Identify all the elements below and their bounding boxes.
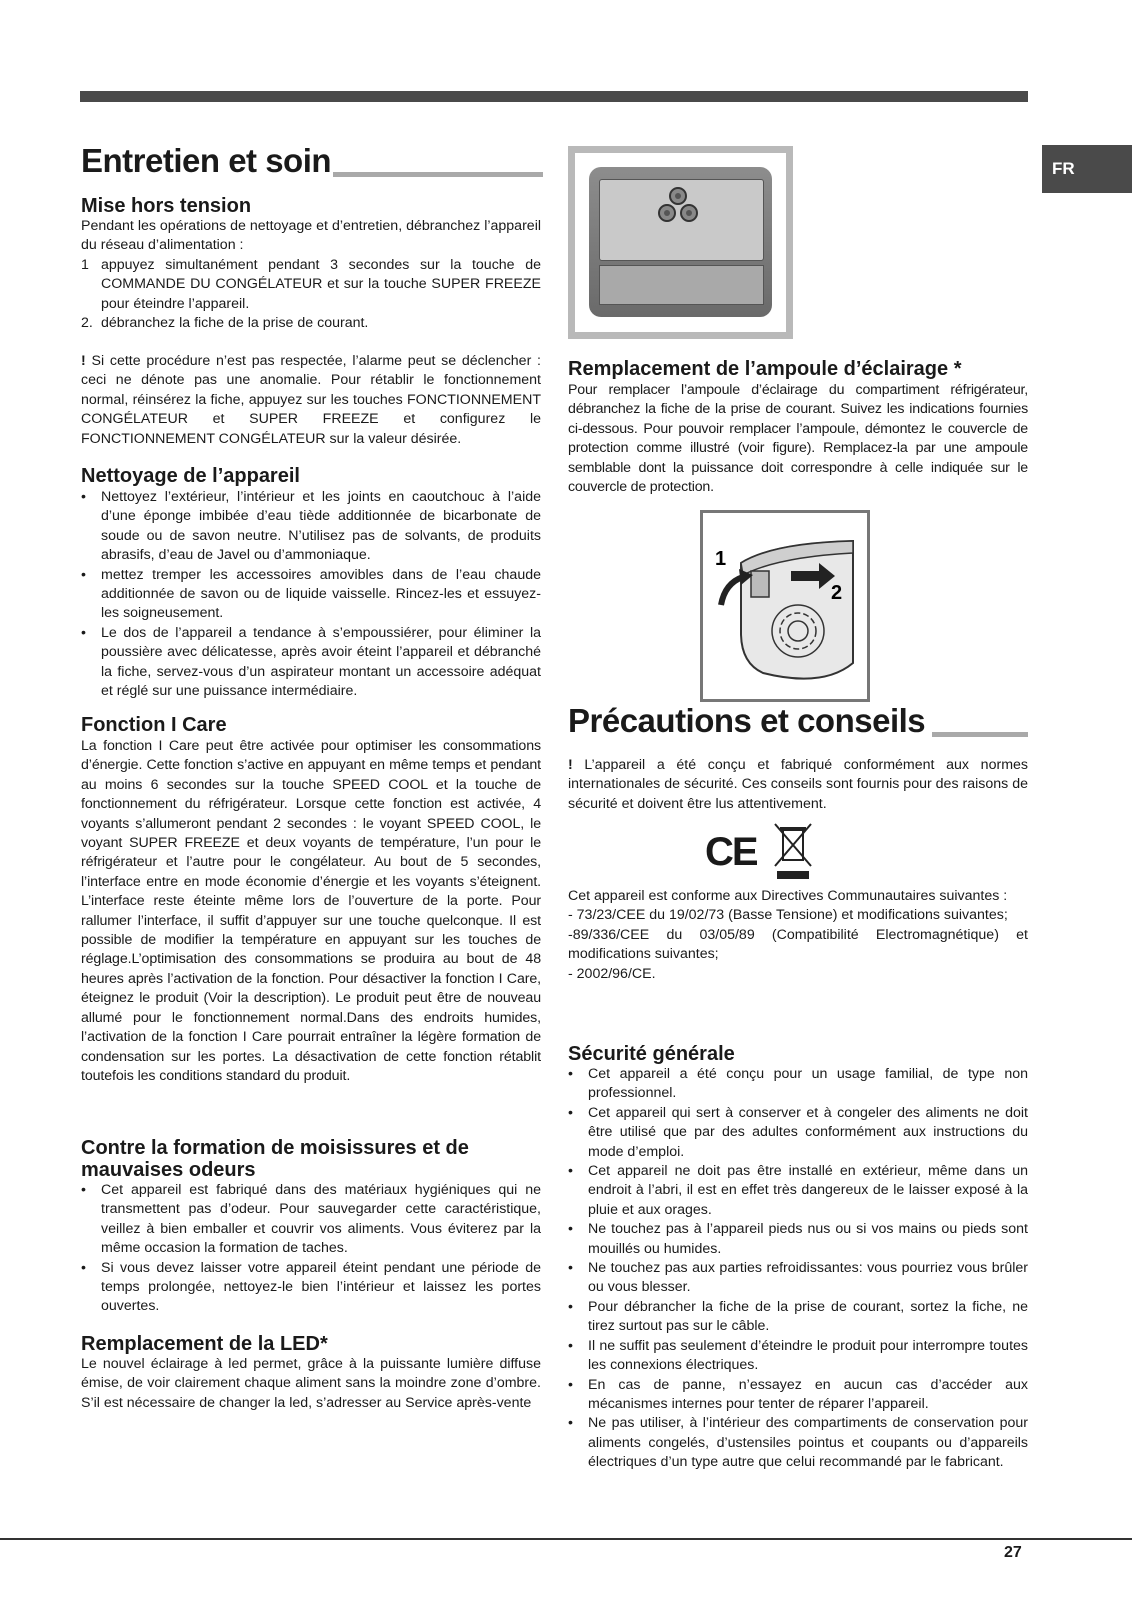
arrow-1-icon	[721, 577, 743, 605]
control-panel-body	[589, 167, 772, 317]
section-title-maintenance: Entretien et soin	[81, 142, 332, 179]
warning-text: Si cette procédure n’est pas respectée, l’alarme peut se déclencher : ceci ne dénote pas une anomalie. Pour rétablir le fonctionnement normal, réinsérez la fiche, appuyez sur les touches FONCTIONNEMENT CONGÉLATEUR et SUPER FREEZE et configurez le FONCTIONNEMENT CONGÉLATEUR sur la valeur désirée.	[81, 353, 541, 447]
directive-line: - 2002/96/CE.	[568, 965, 656, 982]
compliance-marks	[705, 822, 815, 880]
title-underline	[333, 172, 543, 177]
step-1-label: 1	[715, 548, 727, 570]
footer-rule	[0, 1538, 1132, 1540]
lamp-cover-drawing	[703, 513, 867, 699]
list-item: • En cas de panne, n’essayez en aucun cas d’accéder aux mécanismes internes pour tenter de réparer l’appareil.	[568, 1376, 1028, 1415]
intro-text: L’appareil a été conçu et fabriqué conformément aux normes internationales de sécurité. Ces conseils sont fournis pour des raisons de sécurité et doivent être lus attentivement.	[568, 757, 1028, 812]
step-2-label: 2	[831, 582, 843, 604]
directives-block	[568, 887, 1028, 984]
list-item: • Cet appareil qui sert à conserver et à congeler des aliments ne doit être utilisé que par des adultes conformément aux instructions du mode d’emploi.	[568, 1104, 1028, 1162]
lamp-cover-illustration	[700, 510, 870, 702]
ce-mark-icon: CE	[705, 830, 757, 874]
panel-button-icon	[669, 187, 687, 205]
heading-safety: Sécurité générale	[568, 1043, 735, 1065]
power-off-steps	[81, 256, 541, 334]
step-number: 1	[81, 257, 89, 273]
heading-power-off: Mise hors tension	[81, 195, 252, 217]
header-rule	[80, 91, 1028, 102]
directive-line: Cet appareil est conforme aux Directives Communautaires suivantes :	[568, 888, 1008, 904]
cover-tab	[751, 571, 769, 597]
list-item: • Ne touchez pas à l’appareil pieds nus ou si vos mains ou pieds sont mouillés ou humides.	[568, 1220, 1028, 1259]
control-panel-illustration	[568, 146, 793, 339]
arrow-2-icon	[791, 571, 821, 581]
power-off-warning	[81, 352, 541, 449]
safety-list	[568, 1065, 1028, 1473]
heading-icare: Fonction I Care	[81, 714, 227, 736]
title-underline	[932, 732, 1028, 737]
led-text: Le nouvel éclairage à led permet, grâce à la puissante lumière diffuse émise, de voir clairement chaque aliment sans la moindre zone d’ombre. S’il est nécessaire de changer la led, s’adresser au Service après-vente	[81, 1356, 541, 1411]
list-item: • Pour débrancher la fiche de la prise de courant, sortez la fiche, ne tirez surtout pas sur le câble.	[568, 1298, 1028, 1337]
weee-bin-icon	[773, 822, 813, 880]
list-item	[81, 314, 541, 333]
step-text: appuyez simultanément pendant 3 secondes sur la touche de COMMANDE DU CONGÉLATEUR et sur la touche SUPER FREEZE pour éteindre l’appareil.	[101, 257, 541, 312]
list-item: • Le dos de l’appareil a tendance à s’empoussiérer, pour éliminer la poussière avec délicatesse, après avoir éteint l’appareil et débranché la fiche, servez-vous d’un aspirateur montant un accessoire adéquat et réglé sur une puissance intermédiaire.	[81, 624, 541, 702]
list-item: • Cet appareil ne doit pas être installé en extérieur, même dans un endroit à l’abri, il est en effet très dangereux de le laisser exposé à la pluie et aux orages.	[568, 1162, 1028, 1220]
precautions-intro	[568, 756, 1028, 814]
list-item: • Nettoyez l’extérieur, l’intérieur et les joints en caoutchouc à l’aide d’une éponge imbibée d’eau tiède additionnée de bicarbonate de soude ou de savon neutre. N’utilisez pas de solvants, de produits abrasifs, d’eau de Javel ou d’ammoniaque.	[81, 488, 541, 566]
icare-text: La fonction I Care peut être activée pour optimiser les consommations d’énergie. Cette fonction s’active en appuyant en même temps et pendant au moins 6 secondes sur la touche SPEED COOL et la touche de fonctionnement du réfrigérateur. Lorsque cette fonction est activée, 4 voyants s’allumeront pendant 2 secondes : le voyant SPEED COOL, le voyant SUPER FREEZE et deux voyants de température, l’un pour le réfrigérateur et l’autre pour le congélateur. Au bout de 5 secondes, l’interface entre en mode économie d’énergie et les voyants s’éteignent. L’interface reste éteinte même lors de l’ouverture de la porte. Pour rallumer l’interface, il suffit d’appuyer sur une touche quelconque. Il est possible de modifier la température en appuyant sur les touches de réglage.L’optimisation des consommations se produira au bout de 48 heures après l’activation de la fonction. Pour désactiver la fonction I Care, éteignez le produit (Voir la description). Le produit peut être de nouveau allumé pour le fonctionnement normal.Dans des endroits humides, l’activation de la fonction I Care pourrait entraîner la légère formation de condensation sur les portes. La désactivation de cette fonction rétablit toutefois les conditions standard du produit.	[81, 738, 541, 1084]
heading-lamp: Remplacement de l’ampoule d’éclairage *	[568, 358, 962, 380]
control-panel-display	[599, 179, 764, 261]
list-item: • Cet appareil a été conçu pour un usage familial, de type non professionnel.	[568, 1065, 1028, 1104]
list-item: • Si vous devez laisser votre appareil éteint pendant une période de temps prolongée, nettoyez-le bien l’intérieur et laissez les portes ouvertes.	[81, 1259, 541, 1317]
step-number: 2.	[81, 315, 93, 332]
heading-mould: Contre la formation de moisissures et de mauvaises odeurs	[81, 1137, 469, 1181]
lamp-text: Pour remplacer l’ampoule d’éclairage du compartiment réfrigérateur, débranchez la fiche de la prise de courant. Suivez les indications fournies ci-dessous. Pour pouvoir remplacer l’ampoule, démontez le couvercle de protection comme illustré (voir figure). Remplacez-la par une ampoule semblable dont la puissance doit correspondre à celle indiquée sur le couvercle de protection.	[568, 382, 1028, 496]
list-item: • Ne pas utiliser, à l’intérieur des compartiments de conservation pour aliments congelés, d’ustensiles pointus et coupants ou d’appareils électriques d’un type autre que celui recommandé par le fabricant.	[568, 1414, 1028, 1472]
cleaning-list	[81, 488, 541, 701]
step-text: débranchez la fiche de la prise de courant.	[101, 315, 369, 332]
page-number: 27	[1004, 1544, 1022, 1561]
heading-cleaning: Nettoyage de l’appareil	[81, 465, 300, 487]
list-item: • Ne touchez pas aux parties refroidissantes: vous pourriez vous brûler ou vous blesser.	[568, 1259, 1028, 1298]
section-title-precautions: Précautions et conseils	[568, 702, 926, 739]
list-item	[81, 256, 541, 314]
panel-button-icon	[680, 204, 698, 222]
panel-button-icon	[658, 204, 676, 222]
heading-led: Remplacement de la LED*	[81, 1333, 328, 1355]
language-tab: FR	[1042, 145, 1132, 193]
mould-list	[81, 1181, 541, 1317]
directive-line: - 73/23/CEE du 19/02/73 (Basse Tensione) et modifications suivantes;	[568, 907, 1008, 924]
warning-mark: !	[568, 757, 573, 773]
list-item: • Il ne suffit pas seulement d’éteindre le produit pour interrompre toutes les connexions électriques.	[568, 1337, 1028, 1376]
list-item: • Cet appareil est fabriqué dans des matériaux hygiéniques qui ne transmettent pas d’odeur. Pour sauvegarder cette caractéristique, veillez à bien emballer et couvrir vos aliments. Vous éviterez par la même occasion la formation de taches.	[81, 1181, 541, 1259]
power-off-intro: Pendant les opérations de nettoyage et d’entretien, débranchez l’appareil du réseau d’alimentation :	[81, 218, 541, 254]
control-panel-strip	[599, 265, 764, 305]
list-item: • mettez tremper les accessoires amovibles dans de l’eau chaude additionnée de savon ou de liquide vaisselle. Rincez-les et essuyez-les soigneusement.	[81, 566, 541, 624]
warning-mark: !	[81, 353, 86, 369]
directive-line: -89/336/CEE du 03/05/89 (Compatibilité Electromagnétique) et modifications suivantes;	[568, 926, 1028, 963]
